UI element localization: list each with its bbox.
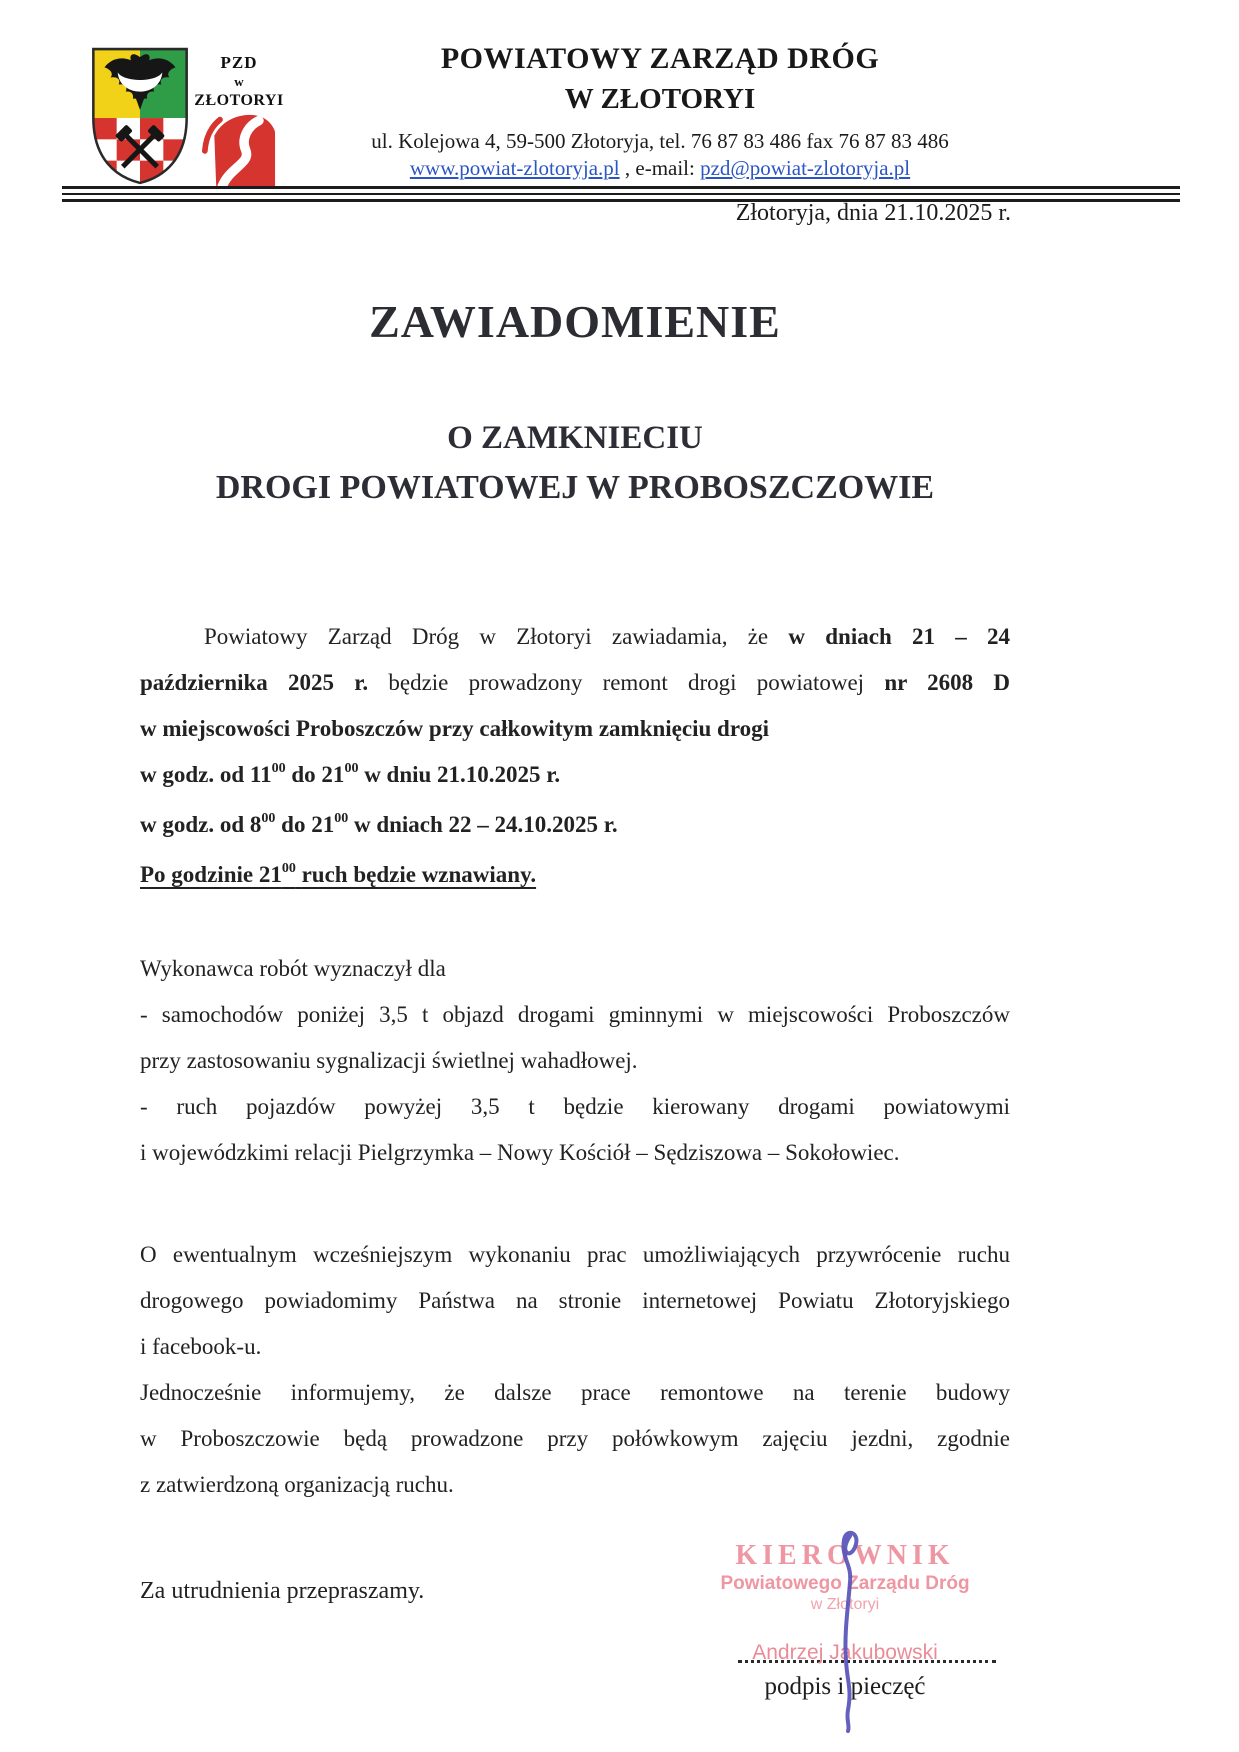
info-line-2: drogowego powiadomimy Państwa na stronie internetowej Powiatu Złotoryjskiego xyxy=(140,1288,1010,1313)
notice-line-2: października 2025 r. będzie prowadzony remont drogi powiatowej nr 2608 D xyxy=(140,670,1010,695)
pzd-logo-label-line2: w xyxy=(234,74,244,90)
signature-row xyxy=(680,1634,1010,1668)
pzd-logo-label-line3: ZŁOTORYI xyxy=(194,91,284,109)
pzd-logo xyxy=(88,45,286,187)
stamp-city-line: w Złotoryi xyxy=(810,1596,880,1613)
closure-hours-line-2: w godz. od $8^{00}$ do $21^{00}$ w dniach 22 – 24.10.2025 r. xyxy=(140,811,618,837)
detour-paragraph xyxy=(140,946,1010,1176)
info-paragraph xyxy=(140,1232,1010,1508)
website-link[interactable]: www.powiat-zlotoryja.pl xyxy=(409,156,620,180)
info-line-3: i facebook-u. xyxy=(140,1334,262,1359)
traffic-resume-note: Po godzinie $21^{00}$ ruch będzie wznawiany. xyxy=(140,861,537,887)
road-icon xyxy=(194,113,284,187)
document-title: ZAWIADOMIENIE xyxy=(369,296,781,347)
notice-line-1: Powiatowy Zarząd Dróg w Złotoryi zawiadamia, że w dniach 21 – 24 xyxy=(204,624,1010,649)
info-line-1: O ewentualnym wcześniejszym wykonaniu prac umożliwiających przywrócenie ruchu xyxy=(140,1242,1010,1267)
info-line-5: w Proboszczowie będą prowadzone przy połówkowym zajęciu jezdni, zgodnie xyxy=(140,1426,1010,1451)
info-line-6: z zatwierdzoną organizacją ruchu. xyxy=(140,1472,454,1497)
info-line-4: Jednocześnie informujemy, że dalsze prace remontowe na terenie budowy xyxy=(140,1380,1010,1405)
org-name-line2: W ZŁOTORYI xyxy=(564,83,756,115)
apology-line: Za utrudnienia przepraszamy. xyxy=(140,1578,425,1604)
email-separator: , e-mail: xyxy=(624,156,695,180)
detour-line-4: i wojewódzkimi relacji Pielgrzymka – Nowy Kościół – Sędziszowa – Sokołowiec. xyxy=(140,1140,900,1165)
org-name-line1: POWIATOWY ZARZĄD DRÓG xyxy=(440,42,880,75)
pzd-logo-label-line1: PZD xyxy=(220,53,258,72)
letterhead-text xyxy=(320,42,1000,181)
org-address: ul. Kolejowa 4, 59-500 Złotoryja, tel. 76 87 83 486 fax 76 87 83 486 xyxy=(371,129,949,153)
signer-name: Andrzej Jakubowski xyxy=(752,1641,938,1664)
pzd-logo-right-panel xyxy=(192,45,286,187)
letterhead-divider xyxy=(62,186,1180,202)
zlotoryja-coat-of-arms-icon xyxy=(88,45,192,187)
closure-notice-paragraph xyxy=(140,614,1010,902)
detour-line-1: - samochodów poniżej 3,5 t objazd drogami gminnymi w miejscowości Proboszczów xyxy=(140,1002,1010,1027)
email-link[interactable]: pzd@powiat-zlotoryja.pl xyxy=(700,156,911,180)
org-contact-line xyxy=(320,156,1000,181)
stamp-title: KIEROWNIK xyxy=(735,1540,955,1571)
date-line: Złotoryja, dnia 21.10.2025 r. xyxy=(735,200,1011,226)
document-subtitle-line1: O ZAMKNIECIU xyxy=(447,420,703,456)
detour-line-2: przy zastosowaniu sygnalizacji świetlnej wahadłowej. xyxy=(140,1048,638,1073)
detour-line-3: - ruch pojazdów powyżej 3,5 t będzie kierowany drogami powiatowymi xyxy=(140,1094,1010,1119)
stamp-org-line: Powiatowego Zarządu Dróg xyxy=(720,1573,970,1594)
notice-line-3: w miejscowości Proboszczów przy całkowitym zamknięciu drogi xyxy=(140,716,769,741)
document-subtitle-line2: DROGI POWIATOWEJ W PROBOSZCZOWIE xyxy=(215,469,935,506)
pzd-logo-label xyxy=(194,45,283,112)
closure-hours-line-1: w godz. od $11^{00}$ do $21^{00}$ w dniu 21.10.2025 r. xyxy=(140,761,561,787)
signature-caption: podpis i pieczęć xyxy=(764,1673,926,1700)
official-stamp xyxy=(680,1540,1010,1701)
detour-intro: Wykonawca robót wyznaczył dla xyxy=(140,956,446,981)
